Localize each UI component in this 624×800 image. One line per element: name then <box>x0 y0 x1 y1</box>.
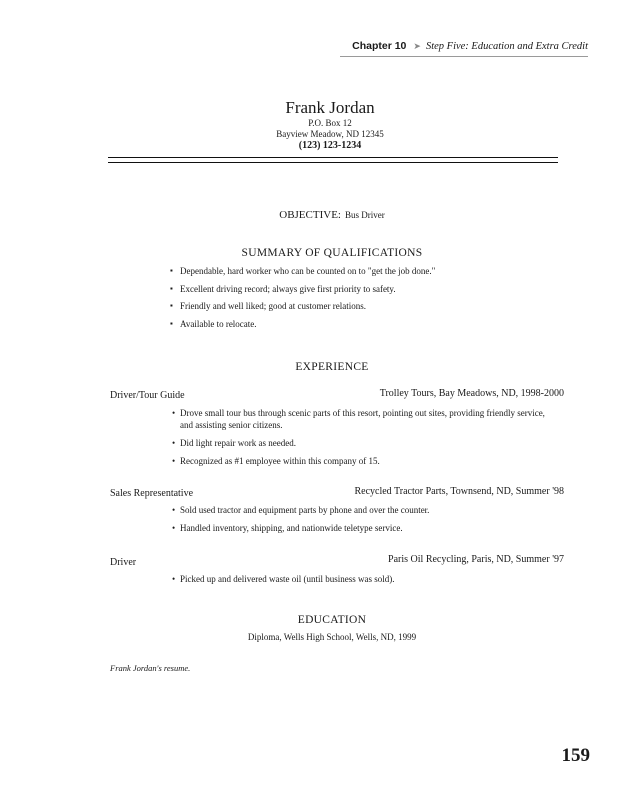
page-number: 159 <box>561 745 590 766</box>
figure-caption: Frank Jordan's resume. <box>110 663 191 673</box>
list-item: ▪ Dependable, hard worker who can be counted on to "get the job done." <box>170 266 435 276</box>
list-item: • Drove small tour bus through scenic parts of this resort, pointing out sites, providing friendly service, and assisting senior citizens. <box>172 407 552 431</box>
job-title: Driver <box>110 557 137 568</box>
list-item: • Handled inventory, shipping, and nationwide teletype service. <box>172 522 552 534</box>
list-item: ▪ Available to relocate. <box>170 319 435 329</box>
resume-name: Frank Jordan <box>285 98 375 117</box>
phone-number: (123) 123-1234 <box>298 140 362 151</box>
list-item: • Did light repair work as needed. <box>172 437 552 449</box>
job-employer: Paris Oil Recycling, Paris, ND, Summer '97 <box>388 554 564 565</box>
running-header <box>352 40 588 52</box>
objective-value: Bus Driver <box>344 210 385 220</box>
job-title: Driver/Tour Guide <box>110 390 185 401</box>
list-item: ▪ Excellent driving record; always give first priority to safety. <box>170 284 435 294</box>
contact-divider-top <box>108 157 558 158</box>
job-bullets <box>172 407 552 473</box>
list-item: ▪ Friendly and well liked; good at customer relations. <box>170 301 435 311</box>
header-divider <box>340 56 588 57</box>
summary-heading: SUMMARY OF QUALIFICATIONS <box>241 247 423 259</box>
job-title: Sales Representative <box>110 488 194 499</box>
list-item: • Recognized as #1 employee within this company of 15. <box>172 455 552 467</box>
job-bullets <box>172 573 552 591</box>
list-item: • Sold used tractor and equipment parts by phone and over the counter. <box>172 504 552 516</box>
objective-label: OBJECTIVE: <box>279 209 341 221</box>
summary-list <box>170 266 435 336</box>
job-employer: Trolley Tours, Bay Meadows, ND, 1998-2000 <box>379 388 564 399</box>
objective <box>0 205 624 223</box>
address-line-2: Bayview Meadow, ND 12345 <box>276 129 384 139</box>
job-employer: Recycled Tractor Parts, Townsend, ND, Summer '98 <box>354 486 564 497</box>
contact-divider-bottom <box>108 162 558 163</box>
arrow-right-icon: ➤ <box>413 42 421 52</box>
job-bullets <box>172 504 552 540</box>
education-line: Diploma, Wells High School, Wells, ND, 1999 <box>247 632 417 642</box>
chapter-label: Chapter 10 <box>352 40 407 52</box>
education-heading: EDUCATION <box>297 614 367 626</box>
experience-heading: EXPERIENCE <box>295 361 369 373</box>
section-title: Step Five: Education and Extra Credit <box>425 41 588 52</box>
address-line-1: P.O. Box 12 <box>308 118 352 128</box>
list-item: • Picked up and delivered waste oil (until business was sold). <box>172 573 552 585</box>
